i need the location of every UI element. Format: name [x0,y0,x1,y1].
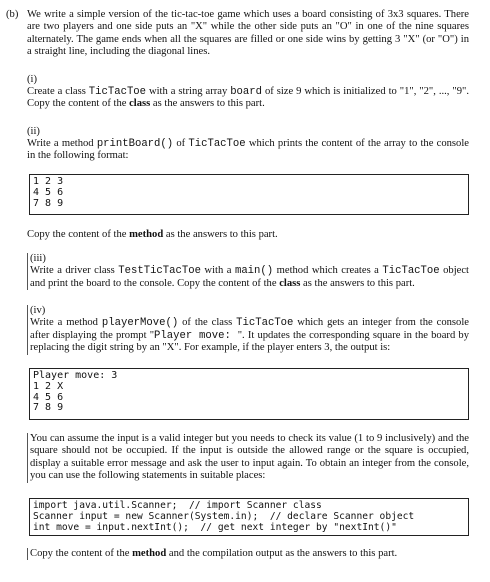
part-ii-label: (ii) [27,126,40,137]
code-line: import java.util.Scanner; // import Scanner class [33,500,322,511]
part-i-text: Create a class TicTacToe with a string array board of size 9 which is initialized to "1", "2", ..., "9". Copy the content of the class as the answers to this part. [27,86,469,110]
question-label: (b) [6,9,19,20]
output-line: 4 5 6 [33,391,64,403]
part-iii-label: (iii) [30,253,46,264]
part-ii-instruction: Copy the content of the method as the answers to this part. [27,229,278,240]
output-line: 7 8 9 [33,197,64,209]
part-iv-label: (iv) [30,305,46,316]
part-iv-output-box [29,368,469,420]
output-line: 4 5 6 [33,186,64,198]
part-iv-text: Write a method playerMove() of the class TicTacToe which gets an integer from the console after displaying the prompt "Player move: ". It updates the corresponding square in the board by replacing the digit string by an "X". For example, if the player enters 3, the output is: [30,317,469,354]
part-iv-block [27,305,469,355]
part-iii-text: Write a driver class TestTicTacToe with a main() method which creates a TicTacToe object and print the board to the console. Copy the content of the class as the answers to this part. [30,265,469,289]
scanner-code-box [29,498,469,536]
output-line: 1 2 X [33,380,64,392]
output-line: 7 8 9 [33,402,64,414]
part-ii-output-box [29,174,469,215]
part-i-label: (i) [27,74,37,85]
part-ii-text: Write a method printBoard() of TicTacToe which prints the content of the array to the console in the following format: [27,138,469,162]
intro-paragraph: We write a simple version of the tic-tac-toe game which uses a board consisting of 3x3 squares. There are two players and one side puts an "X" while the other side puts an "O" in one of the nine squares alternately. The game ends when all the squares are filled or one side wins by getting 3 "X" (or "O") in a straight line, including the diagonal lines. [27,9,469,58]
code-line: int move = input.nextInt(); // get next integer by "nextInt()" [33,521,397,533]
code-line: Scanner input = new Scanner(System.in); // declare Scanner object [33,510,415,522]
part-iv-instructions: You can assume the input is a valid integer but you needs to check its value (1 to 9 inclusively) and the square should not be occupied. If the input is outside the allowed range or the square is occupied, display a suitable error message and ask the user to input again. To obtain an integer from the console, you can use the following statements in suitable places: [27,433,469,483]
output-line: Player move: 3 [33,370,118,381]
output-line: 1 2 3 [33,176,64,187]
part-iv-final-instruction: Copy the content of the method and the compilation output as the answers to this part. [27,548,469,560]
part-iii-block [27,253,469,290]
